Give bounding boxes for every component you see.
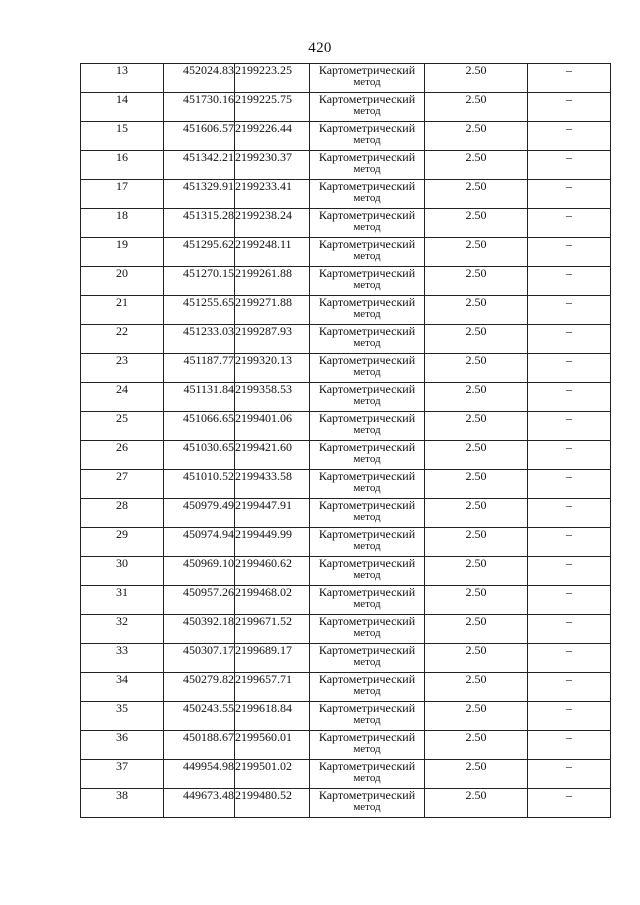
accuracy-cell: 2.50 <box>425 383 528 412</box>
accuracy-cell: 2.50 <box>425 180 528 209</box>
method-label-line2: метод <box>353 743 381 755</box>
method-label-line1: Картометрический <box>318 440 416 454</box>
y-coordinate-cell: 2199358.53 <box>235 383 310 412</box>
point-number-cell: 20 <box>81 267 164 296</box>
y-coordinate-cell: 2199689.17 <box>235 644 310 673</box>
note-cell: – <box>528 383 611 412</box>
table-row <box>81 93 611 122</box>
y-coordinate-cell: 2199560.01 <box>235 731 310 760</box>
point-number-cell: 30 <box>81 557 164 586</box>
note-cell: – <box>528 122 611 151</box>
accuracy-cell: 2.50 <box>425 470 528 499</box>
note-cell: – <box>528 702 611 731</box>
x-coordinate-cell: 451066.65 <box>164 412 235 441</box>
point-number-cell: 23 <box>81 354 164 383</box>
x-coordinate-cell: 449673.48 <box>164 789 235 818</box>
method-label-line2: метод <box>353 395 381 407</box>
method-label-line1: Картометрический <box>318 237 416 251</box>
accuracy-cell: 2.50 <box>425 296 528 325</box>
point-number-cell: 22 <box>81 325 164 354</box>
accuracy-cell: 2.50 <box>425 151 528 180</box>
table-row <box>81 354 611 383</box>
y-coordinate-cell: 2199618.84 <box>235 702 310 731</box>
method-cell <box>310 615 425 644</box>
method-label-line2: метод <box>353 192 381 204</box>
method-label-line1: Картометрический <box>318 382 416 396</box>
x-coordinate-cell: 452024.83 <box>164 64 235 93</box>
method-label-line1: Картометрический <box>318 788 416 802</box>
x-coordinate-cell: 450957.26 <box>164 586 235 615</box>
method-label-line2: метод <box>353 76 381 88</box>
accuracy-cell: 2.50 <box>425 122 528 151</box>
method-label-line1: Картометрический <box>318 92 416 106</box>
note-cell: – <box>528 296 611 325</box>
table-row <box>81 702 611 731</box>
point-number-cell: 17 <box>81 180 164 209</box>
accuracy-cell: 2.50 <box>425 731 528 760</box>
table-row <box>81 557 611 586</box>
x-coordinate-cell: 450188.67 <box>164 731 235 760</box>
table-row <box>81 296 611 325</box>
method-cell <box>310 64 425 93</box>
method-label-line1: Картометрический <box>318 643 416 657</box>
method-label-line1: Картометрический <box>318 672 416 686</box>
method-label-line1: Картометрический <box>318 585 416 599</box>
note-cell: – <box>528 93 611 122</box>
note-cell: – <box>528 151 611 180</box>
method-label-line1: Картометрический <box>318 295 416 309</box>
x-coordinate-cell: 451233.03 <box>164 325 235 354</box>
point-number-cell: 38 <box>81 789 164 818</box>
method-label-line2: метод <box>353 482 381 494</box>
method-label-line1: Картометрический <box>318 556 416 570</box>
x-coordinate-cell: 451187.77 <box>164 354 235 383</box>
note-cell: – <box>528 267 611 296</box>
y-coordinate-cell: 2199225.75 <box>235 93 310 122</box>
y-coordinate-cell: 2199449.99 <box>235 528 310 557</box>
point-number-cell: 24 <box>81 383 164 412</box>
y-coordinate-cell: 2199223.25 <box>235 64 310 93</box>
method-label-line2: метод <box>353 540 381 552</box>
note-cell: – <box>528 238 611 267</box>
method-cell <box>310 122 425 151</box>
method-label-line2: метод <box>353 308 381 320</box>
method-label-line2: метод <box>353 656 381 668</box>
method-cell <box>310 325 425 354</box>
table-row <box>81 412 611 441</box>
note-cell: – <box>528 557 611 586</box>
note-cell: – <box>528 412 611 441</box>
point-number-cell: 35 <box>81 702 164 731</box>
coordinates-table <box>80 63 611 818</box>
y-coordinate-cell: 2199460.62 <box>235 557 310 586</box>
y-coordinate-cell: 2199671.52 <box>235 615 310 644</box>
accuracy-cell: 2.50 <box>425 238 528 267</box>
note-cell: – <box>528 209 611 238</box>
point-number-cell: 32 <box>81 615 164 644</box>
accuracy-cell: 2.50 <box>425 93 528 122</box>
method-label-line2: метод <box>353 598 381 610</box>
method-label-line1: Картометрический <box>318 614 416 628</box>
accuracy-cell: 2.50 <box>425 267 528 296</box>
x-coordinate-cell: 451030.65 <box>164 441 235 470</box>
note-cell: – <box>528 528 611 557</box>
table-row <box>81 122 611 151</box>
method-cell <box>310 151 425 180</box>
method-label-line2: метод <box>353 511 381 523</box>
method-label-line1: Картометрический <box>318 150 416 164</box>
point-number-cell: 25 <box>81 412 164 441</box>
note-cell: – <box>528 325 611 354</box>
method-label-line1: Картометрический <box>318 730 416 744</box>
x-coordinate-cell: 451606.57 <box>164 122 235 151</box>
accuracy-cell: 2.50 <box>425 702 528 731</box>
accuracy-cell: 2.50 <box>425 325 528 354</box>
method-label-line1: Картометрический <box>318 469 416 483</box>
table-row <box>81 238 611 267</box>
point-number-cell: 15 <box>81 122 164 151</box>
table-row <box>81 267 611 296</box>
method-cell <box>310 209 425 238</box>
table-row <box>81 64 611 93</box>
method-label-line1: Картометрический <box>318 411 416 425</box>
y-coordinate-cell: 2199226.44 <box>235 122 310 151</box>
table-row <box>81 615 611 644</box>
table-row <box>81 383 611 412</box>
table-row <box>81 499 611 528</box>
method-cell <box>310 470 425 499</box>
accuracy-cell: 2.50 <box>425 586 528 615</box>
point-number-cell: 31 <box>81 586 164 615</box>
point-number-cell: 14 <box>81 93 164 122</box>
method-label-line2: метод <box>353 250 381 262</box>
method-label-line2: метод <box>353 279 381 291</box>
table-row <box>81 731 611 760</box>
y-coordinate-cell: 2199287.93 <box>235 325 310 354</box>
method-label-line2: метод <box>353 453 381 465</box>
method-label-line2: метод <box>353 134 381 146</box>
y-coordinate-cell: 2199433.58 <box>235 470 310 499</box>
y-coordinate-cell: 2199230.37 <box>235 151 310 180</box>
point-number-cell: 26 <box>81 441 164 470</box>
method-cell <box>310 673 425 702</box>
note-cell: – <box>528 354 611 383</box>
table-row <box>81 586 611 615</box>
x-coordinate-cell: 451131.84 <box>164 383 235 412</box>
method-label-line2: метод <box>353 801 381 813</box>
x-coordinate-cell: 451295.62 <box>164 238 235 267</box>
method-label-line2: метод <box>353 105 381 117</box>
note-cell: – <box>528 644 611 673</box>
x-coordinate-cell: 451730.16 <box>164 93 235 122</box>
note-cell: – <box>528 499 611 528</box>
method-cell <box>310 760 425 789</box>
table-row <box>81 441 611 470</box>
note-cell: – <box>528 180 611 209</box>
point-number-cell: 21 <box>81 296 164 325</box>
page-number: 420 <box>308 40 332 56</box>
point-number-cell: 28 <box>81 499 164 528</box>
point-number-cell: 13 <box>81 64 164 93</box>
note-cell: – <box>528 789 611 818</box>
x-coordinate-cell: 450243.55 <box>164 702 235 731</box>
method-label-line1: Картометрический <box>318 121 416 135</box>
table-row <box>81 470 611 499</box>
note-cell: – <box>528 760 611 789</box>
y-coordinate-cell: 2199447.91 <box>235 499 310 528</box>
method-cell <box>310 296 425 325</box>
method-label-line1: Картометрический <box>318 527 416 541</box>
table-row <box>81 789 611 818</box>
method-cell <box>310 644 425 673</box>
y-coordinate-cell: 2199421.60 <box>235 441 310 470</box>
x-coordinate-cell: 450969.10 <box>164 557 235 586</box>
x-coordinate-cell: 451342.21 <box>164 151 235 180</box>
y-coordinate-cell: 2199401.06 <box>235 412 310 441</box>
y-coordinate-cell: 2199261.88 <box>235 267 310 296</box>
table-row <box>81 528 611 557</box>
table-row <box>81 180 611 209</box>
x-coordinate-cell: 450307.17 <box>164 644 235 673</box>
method-label-line2: метод <box>353 772 381 784</box>
method-cell <box>310 702 425 731</box>
method-label-line1: Картометрический <box>318 701 416 715</box>
method-cell <box>310 586 425 615</box>
method-cell <box>310 354 425 383</box>
note-cell: – <box>528 731 611 760</box>
y-coordinate-cell: 2199271.88 <box>235 296 310 325</box>
method-cell <box>310 528 425 557</box>
table-row <box>81 325 611 354</box>
accuracy-cell: 2.50 <box>425 441 528 470</box>
accuracy-cell: 2.50 <box>425 644 528 673</box>
method-cell <box>310 412 425 441</box>
y-coordinate-cell: 2199480.52 <box>235 789 310 818</box>
method-label-line1: Картометрический <box>318 266 416 280</box>
method-cell <box>310 180 425 209</box>
point-number-cell: 33 <box>81 644 164 673</box>
method-label-line1: Картометрический <box>318 324 416 338</box>
note-cell: – <box>528 441 611 470</box>
y-coordinate-cell: 2199233.41 <box>235 180 310 209</box>
note-cell: – <box>528 615 611 644</box>
x-coordinate-cell: 451270.15 <box>164 267 235 296</box>
method-label-line2: метод <box>353 685 381 697</box>
method-cell <box>310 383 425 412</box>
x-coordinate-cell: 450979.49 <box>164 499 235 528</box>
method-label-line1: Картометрический <box>318 208 416 222</box>
note-cell: – <box>528 673 611 702</box>
method-label-line2: метод <box>353 424 381 436</box>
method-cell <box>310 93 425 122</box>
method-label-line2: метод <box>353 163 381 175</box>
x-coordinate-cell: 451315.28 <box>164 209 235 238</box>
accuracy-cell: 2.50 <box>425 354 528 383</box>
accuracy-cell: 2.50 <box>425 615 528 644</box>
point-number-cell: 29 <box>81 528 164 557</box>
y-coordinate-cell: 2199320.13 <box>235 354 310 383</box>
method-label-line1: Картометрический <box>318 179 416 193</box>
accuracy-cell: 2.50 <box>425 789 528 818</box>
y-coordinate-cell: 2199501.02 <box>235 760 310 789</box>
x-coordinate-cell: 451255.65 <box>164 296 235 325</box>
method-cell <box>310 789 425 818</box>
method-cell <box>310 441 425 470</box>
note-cell: – <box>528 64 611 93</box>
accuracy-cell: 2.50 <box>425 673 528 702</box>
x-coordinate-cell: 449954.98 <box>164 760 235 789</box>
x-coordinate-cell: 450279.82 <box>164 673 235 702</box>
method-label-line2: метод <box>353 714 381 726</box>
x-coordinate-cell: 451010.52 <box>164 470 235 499</box>
y-coordinate-cell: 2199238.24 <box>235 209 310 238</box>
method-label-line1: Картометрический <box>318 353 416 367</box>
note-cell: – <box>528 470 611 499</box>
point-number-cell: 27 <box>81 470 164 499</box>
x-coordinate-cell: 450974.94 <box>164 528 235 557</box>
method-label-line2: метод <box>353 366 381 378</box>
table-row <box>81 209 611 238</box>
point-number-cell: 19 <box>81 238 164 267</box>
point-number-cell: 36 <box>81 731 164 760</box>
accuracy-cell: 2.50 <box>425 412 528 441</box>
y-coordinate-cell: 2199657.71 <box>235 673 310 702</box>
method-label-line1: Картометрический <box>318 759 416 773</box>
method-cell <box>310 499 425 528</box>
table-row <box>81 644 611 673</box>
point-number-cell: 37 <box>81 760 164 789</box>
accuracy-cell: 2.50 <box>425 209 528 238</box>
note-cell: – <box>528 586 611 615</box>
method-label-line1: Картометрический <box>318 498 416 512</box>
coordinates-table-body <box>81 64 611 818</box>
table-row <box>81 151 611 180</box>
point-number-cell: 34 <box>81 673 164 702</box>
method-label-line2: метод <box>353 337 381 349</box>
x-coordinate-cell: 451329.91 <box>164 180 235 209</box>
method-cell <box>310 731 425 760</box>
method-cell <box>310 267 425 296</box>
accuracy-cell: 2.50 <box>425 760 528 789</box>
x-coordinate-cell: 450392.18 <box>164 615 235 644</box>
point-number-cell: 16 <box>81 151 164 180</box>
accuracy-cell: 2.50 <box>425 64 528 93</box>
y-coordinate-cell: 2199468.02 <box>235 586 310 615</box>
method-cell <box>310 238 425 267</box>
table-row <box>81 673 611 702</box>
method-label-line1: Картометрический <box>318 63 416 77</box>
table-row <box>81 760 611 789</box>
method-cell <box>310 557 425 586</box>
y-coordinate-cell: 2199248.11 <box>235 238 310 267</box>
accuracy-cell: 2.50 <box>425 528 528 557</box>
accuracy-cell: 2.50 <box>425 557 528 586</box>
method-label-line2: метод <box>353 627 381 639</box>
accuracy-cell: 2.50 <box>425 499 528 528</box>
point-number-cell: 18 <box>81 209 164 238</box>
method-label-line2: метод <box>353 221 381 233</box>
method-label-line2: метод <box>353 569 381 581</box>
